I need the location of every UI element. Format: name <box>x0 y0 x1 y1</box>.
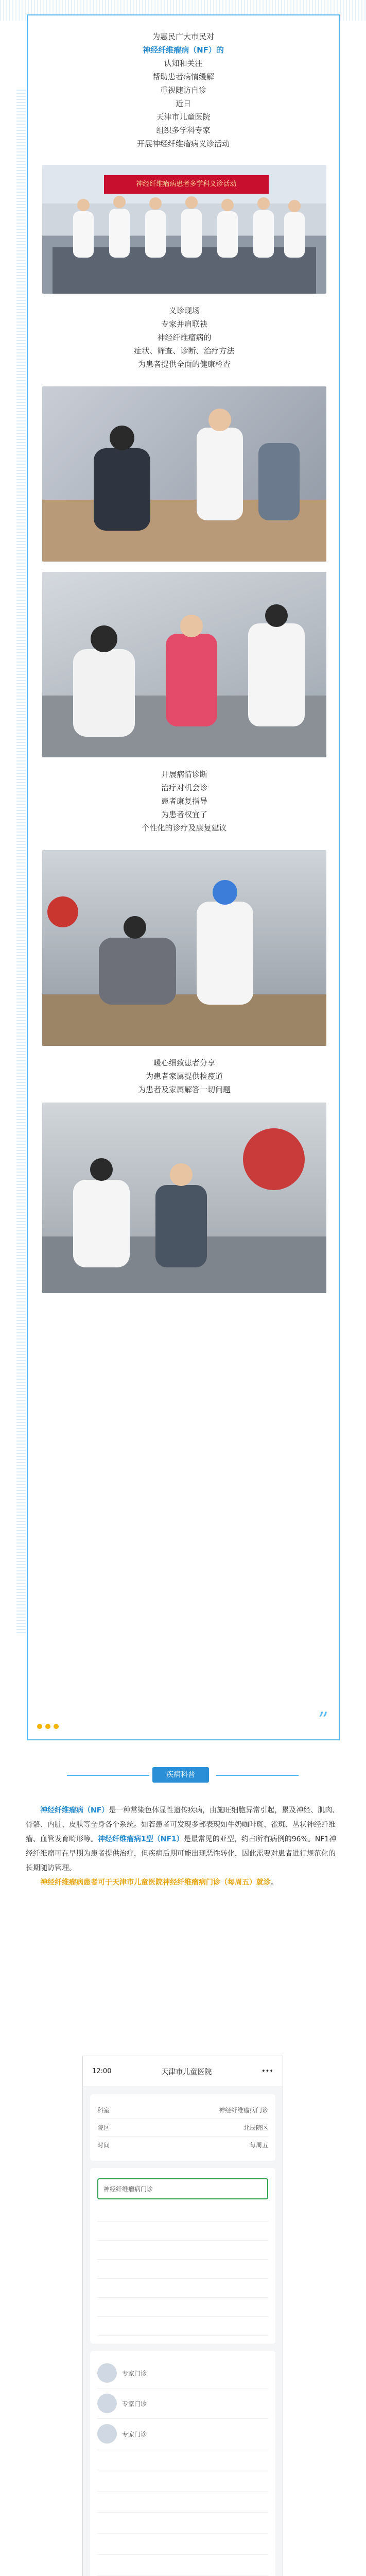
article-body <box>26 1803 341 1890</box>
dot-indicator <box>37 1724 42 1729</box>
clinic-card <box>90 2168 275 2344</box>
caption-line: 为患者权宜了 <box>161 810 207 819</box>
intro-line: 近日 <box>175 99 191 108</box>
activity-frame <box>27 14 340 1740</box>
highlighted-clinic[interactable]: 神经纤维瘤病门诊 <box>97 2178 268 2199</box>
caption-line: 为患者及家属解答一切问题 <box>137 1085 231 1094</box>
caption-line: 为患者提供全面的健康检查 <box>137 360 231 369</box>
phone-status-bar <box>83 2056 283 2087</box>
clinic-notice: 神经纤维瘤病患者可于天津市儿童医院神经纤维瘤病门诊（每周五）就诊 <box>40 1878 271 1887</box>
caption-line: 暖心细致患者分享 <box>153 1058 215 1067</box>
row-label: 科室 <box>97 2107 110 2114</box>
article-paragraph <box>26 1875 341 1890</box>
caption-line: 为患者家属提供检疫道 <box>145 1072 223 1081</box>
consultation-illustration <box>42 1103 326 1293</box>
caption-line: 神经纤维瘤病的 <box>157 333 212 342</box>
section-divider-right <box>216 1775 299 1776</box>
intro-line-highlight: 神经纤维瘤病（NF）的 <box>143 45 224 55</box>
info-row <box>97 2119 268 2137</box>
article-term: 神经纤维瘤病（NF） <box>40 1806 109 1815</box>
row-value: 北辰院区 <box>243 2124 268 2131</box>
info-row <box>97 2137 268 2154</box>
dot-indicator <box>54 1724 59 1729</box>
consultation-illustration <box>42 386 326 562</box>
avatar <box>97 2363 117 2383</box>
consultation-photo-4 <box>42 1103 326 1293</box>
clinic-list <box>97 2202 268 2336</box>
intro-line: 重视随访自诊 <box>160 86 206 95</box>
consultation-illustration <box>42 572 326 757</box>
banner-text: 神经纤维瘤病患者多学科义诊活动 <box>136 180 237 188</box>
doctor-card <box>90 2351 275 2576</box>
article-text: 是最常见的亚型，约占所有病例的96%。NF1神经纤维瘤可在早期为患者提供治疗，但疾病后期可能出现恶性转化，因此需要对患者进行规范化的长期随访管理。 <box>26 1835 337 1872</box>
row-value: 神经纤维瘤病门诊 <box>218 2107 268 2114</box>
caption-1 <box>28 304 341 371</box>
caption-line: 专家并肩联袂 <box>161 319 207 329</box>
more-icon[interactable]: ••• <box>261 2067 273 2075</box>
doctor-item[interactable] <box>97 2358 268 2388</box>
info-card <box>90 2094 275 2161</box>
dot-indicator <box>45 1724 50 1729</box>
section-badge: 疾病科普 <box>152 1767 209 1783</box>
info-row <box>97 2102 268 2119</box>
caption-line: 义诊现场 <box>168 306 200 315</box>
avatar <box>97 2394 117 2413</box>
caption-line: 个性化的诊疗及康复建议 <box>142 823 227 833</box>
avatar <box>97 2424 117 2444</box>
article-paragraph <box>26 1803 341 1875</box>
article-term: 神经纤维瘤病1型（NF1） <box>98 1835 184 1843</box>
caption-line: 开展病情诊断 <box>161 770 207 779</box>
status-time: 12:00 <box>92 2067 112 2075</box>
article-text: 。 <box>271 1878 278 1887</box>
caption-3 <box>28 1056 341 1096</box>
phone-title: 天津市儿童医院 <box>161 2067 212 2076</box>
consultation-photo-2 <box>42 572 326 757</box>
section-divider-left <box>67 1775 149 1776</box>
doctor-label: 专家门诊 <box>122 2430 147 2438</box>
row-value: 每周五 <box>249 2142 268 2149</box>
carousel-dots <box>37 1724 59 1729</box>
intro-line: 组织多学科专家 <box>156 126 211 135</box>
article-text: 是一种常染色体显性遗传疾病，由施旺细胞异常引起，累及神经、肌肉、骨骼、内脏、皮肤等全身各个系统。如若患者可发现多部表现如牛奶咖啡斑、雀斑、丛状神经纤维瘤、血管发育畸形等。 <box>26 1806 340 1843</box>
consultation-illustration <box>42 850 326 1046</box>
consultation-photo-3 <box>42 850 326 1046</box>
phone-screenshot <box>82 2056 283 2576</box>
intro-line: 天津市儿童医院 <box>156 112 211 122</box>
doctor-item[interactable] <box>97 2388 268 2419</box>
caption-line: 患者康复指导 <box>161 796 207 806</box>
caption-2 <box>28 768 341 835</box>
intro-line: 帮助患者病情缓解 <box>152 72 214 81</box>
quote-mark-icon: ” <box>318 1708 328 1732</box>
intro-line: 开展神经纤维瘤病义诊活动 <box>136 139 230 148</box>
intro-line: 认知和关注 <box>164 59 203 68</box>
row-label: 时间 <box>97 2142 110 2149</box>
caption-line: 治疗对机会诊 <box>161 783 207 792</box>
doctor-item[interactable] <box>97 2419 268 2449</box>
intro-line: 为惠民广大市民对 <box>152 32 214 41</box>
doctor-label: 专家门诊 <box>122 2400 147 2408</box>
consultation-photo-1 <box>42 386 326 562</box>
schedule-list <box>97 2449 268 2576</box>
row-label: 院区 <box>97 2124 110 2131</box>
caption-line: 症状、筛查、诊断、治疗方法 <box>134 346 235 355</box>
group-photo <box>42 165 326 294</box>
intro-text <box>28 15 339 150</box>
doctor-label: 专家门诊 <box>122 2369 147 2377</box>
